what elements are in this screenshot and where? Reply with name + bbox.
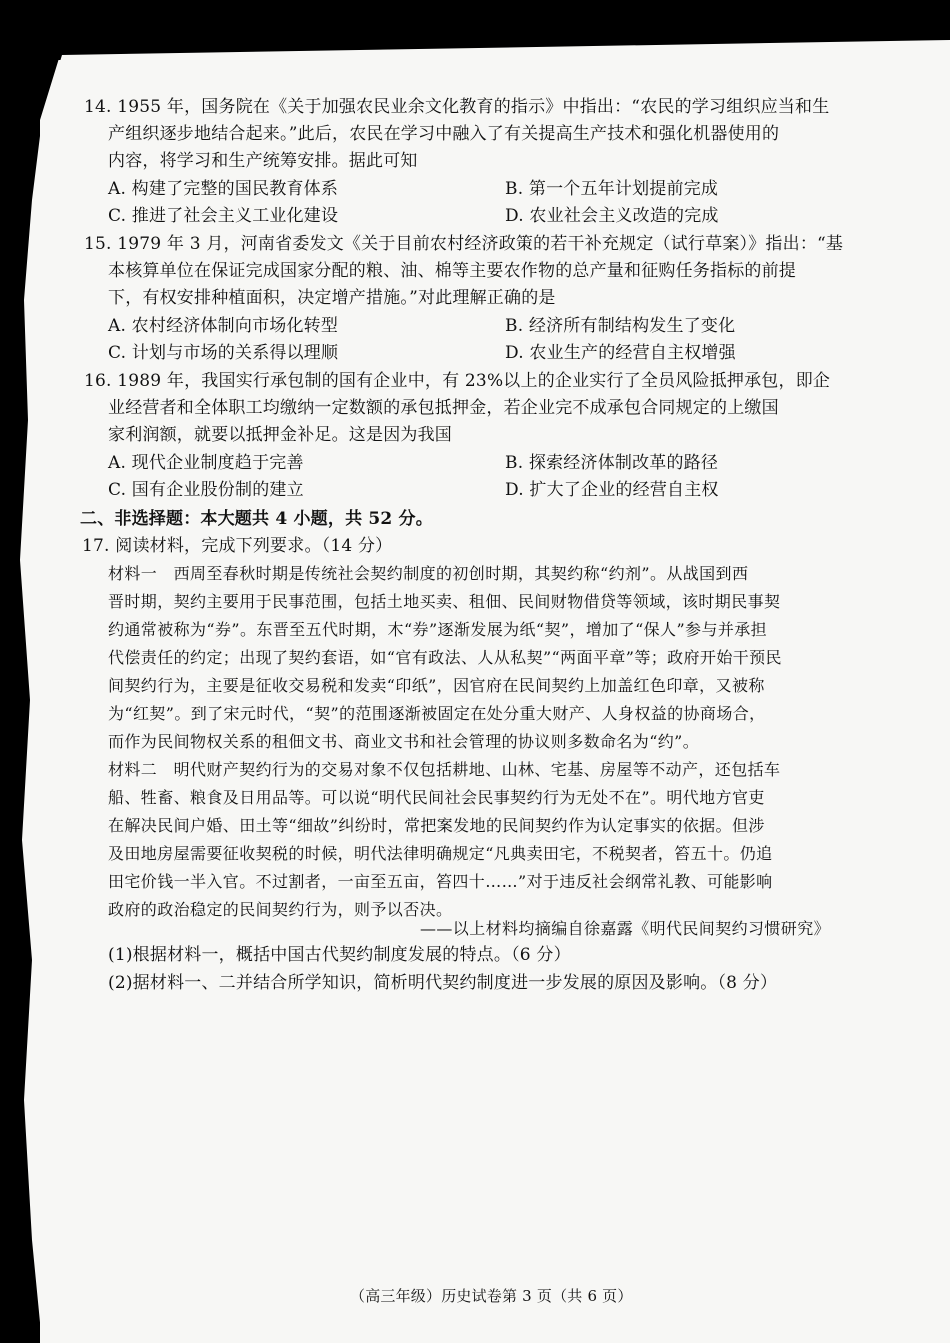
q16-option-a: A. 现代企业制度趋于完善 bbox=[108, 453, 304, 473]
q15-option-b: B. 经济所有制结构发生了变化 bbox=[505, 316, 736, 336]
q15-option-c: C. 计划与市场的关系得以理顺 bbox=[108, 343, 339, 363]
q14-option-b: B. 第一个五年计划提前完成 bbox=[505, 179, 719, 199]
material2-line: 政府的政治稳定的民间契约行为，则予以否决。 bbox=[108, 900, 453, 919]
q16-option-c: C. 国有企业股份制的建立 bbox=[108, 480, 304, 500]
material1-line: 约通常被称为“券”。东晋至五代时期，木“券”逐渐发展为纸“契”，增加了“保人”参与并承担 bbox=[108, 620, 768, 639]
q14-option-d: D. 农业社会主义改造的完成 bbox=[505, 206, 719, 226]
q17-sub2: (2)据材料一、二并结合所学知识，简析明代契约制度进一步发展的原因及影响。（8 分） bbox=[108, 973, 778, 993]
q14-option-a: A. 构建了完整的国民教育体系 bbox=[108, 179, 339, 199]
q17-sub1: (1)根据材料一，概括中国古代契约制度发展的特点。（6 分） bbox=[108, 945, 571, 965]
material1-line: 材料一 西周至春秋时期是传统社会契约制度的初创时期，其契约称“约剂”。从战国到西 bbox=[108, 564, 749, 583]
q17-title: 17. 阅读材料，完成下列要求。（14 分） bbox=[82, 536, 393, 556]
material1-line: 而作为民间物权关系的租佃文书、商业文书和社会管理的协议则多数命名为“约”。 bbox=[108, 732, 700, 751]
q14-option-c: C. 推进了社会主义工业化建设 bbox=[108, 206, 339, 226]
material2-line: 材料二 明代财产契约行为的交易对象不仅包括耕地、山林、宅基、房屋等不动产，还包括车 bbox=[108, 760, 781, 779]
q15-line1: 15. 1979 年 3 月，河南省委发文《关于目前农村经济政策的若干补充规定（试行草案）》指出：“基 bbox=[84, 234, 844, 254]
material2-line: 田宅价钱一半入官。不过割者，一亩至五亩，笞四十……”对于违反社会纲常礼教、可能影响 bbox=[108, 872, 773, 891]
material2-line: 及田地房屋需要征收契税的时候，明代法律明确规定“凡典卖田宅，不税契者，笞五十。仍追 bbox=[108, 844, 773, 863]
q15-option-d: D. 农业生产的经营自主权增强 bbox=[505, 343, 736, 363]
material1-line: 代偿责任的约定；出现了契约套语，如“官有政法、人从私契”“两面平章”等；政府开始干预民 bbox=[108, 648, 782, 667]
material1-line: 为“红契”。到了宋元时代，“契”的范围逐渐被固定在处分重大财产、人身权益的协商场合， bbox=[108, 704, 766, 723]
material1-line: 晋时期，契约主要用于民事范围，包括土地买卖、租佃、民间财物借贷等领域，该时期民事契 bbox=[108, 592, 781, 611]
material-source: ——以上材料均摘编自徐嘉露《明代民间契约习惯研究》 bbox=[420, 919, 831, 938]
q16-line2: 业经营者和全体职工均缴纳一定数额的承包抵押金，若企业完不成承包合同规定的上缴国 bbox=[108, 398, 779, 418]
q14-line3: 内容，将学习和生产统筹安排。据此可知 bbox=[108, 151, 418, 171]
material2-line: 在解决民间户婚、田土等“细故”纠纷时，常把案发地的民间契约作为认定事实的依据。但涉 bbox=[108, 816, 765, 835]
q16-option-d: D. 扩大了企业的经营自主权 bbox=[505, 480, 719, 500]
material1-line: 间契约行为，主要是征收交易税和发卖“印纸”，因官府在民间契约上加盖红色印章，又被称 bbox=[108, 676, 765, 695]
q15-line2: 本核算单位在保证完成国家分配的粮、油、棉等主要农作物的总产量和征购任务指标的前提 bbox=[108, 261, 796, 281]
section2-heading: 二、非选择题：本大题共 4 小题，共 52 分。 bbox=[80, 509, 433, 529]
q16-line1: 16. 1989 年，我国实行承包制的国有企业中，有 23%以上的企业实行了全员风险抵押承包，即企 bbox=[84, 371, 831, 391]
q15-line3: 下，有权安排种植面积，决定增产措施。”对此理解正确的是 bbox=[108, 288, 556, 308]
q15-option-a: A. 农村经济体制向市场化转型 bbox=[108, 316, 339, 336]
q16-line3: 家利润额，就要以抵押金补足。这是因为我国 bbox=[108, 425, 452, 445]
page-footer: （高三年级）历史试卷第 3 页（共 6 页） bbox=[350, 1287, 633, 1305]
q14-line2: 产组织逐步地结合起来。”此后，农民在学习中融入了有关提高生产技术和强化机器使用的 bbox=[108, 124, 780, 144]
q16-option-b: B. 探索经济体制改革的路径 bbox=[505, 453, 719, 473]
q14-line1: 14. 1955 年，国务院在《关于加强农民业余文化教育的指示》中指出：“农民的学习组织应当和生 bbox=[84, 97, 830, 117]
material2-line: 船、牲畜、粮食及日用品等。可以说“明代民间社会民事契约行为无处不在”。明代地方官吏 bbox=[108, 788, 765, 807]
